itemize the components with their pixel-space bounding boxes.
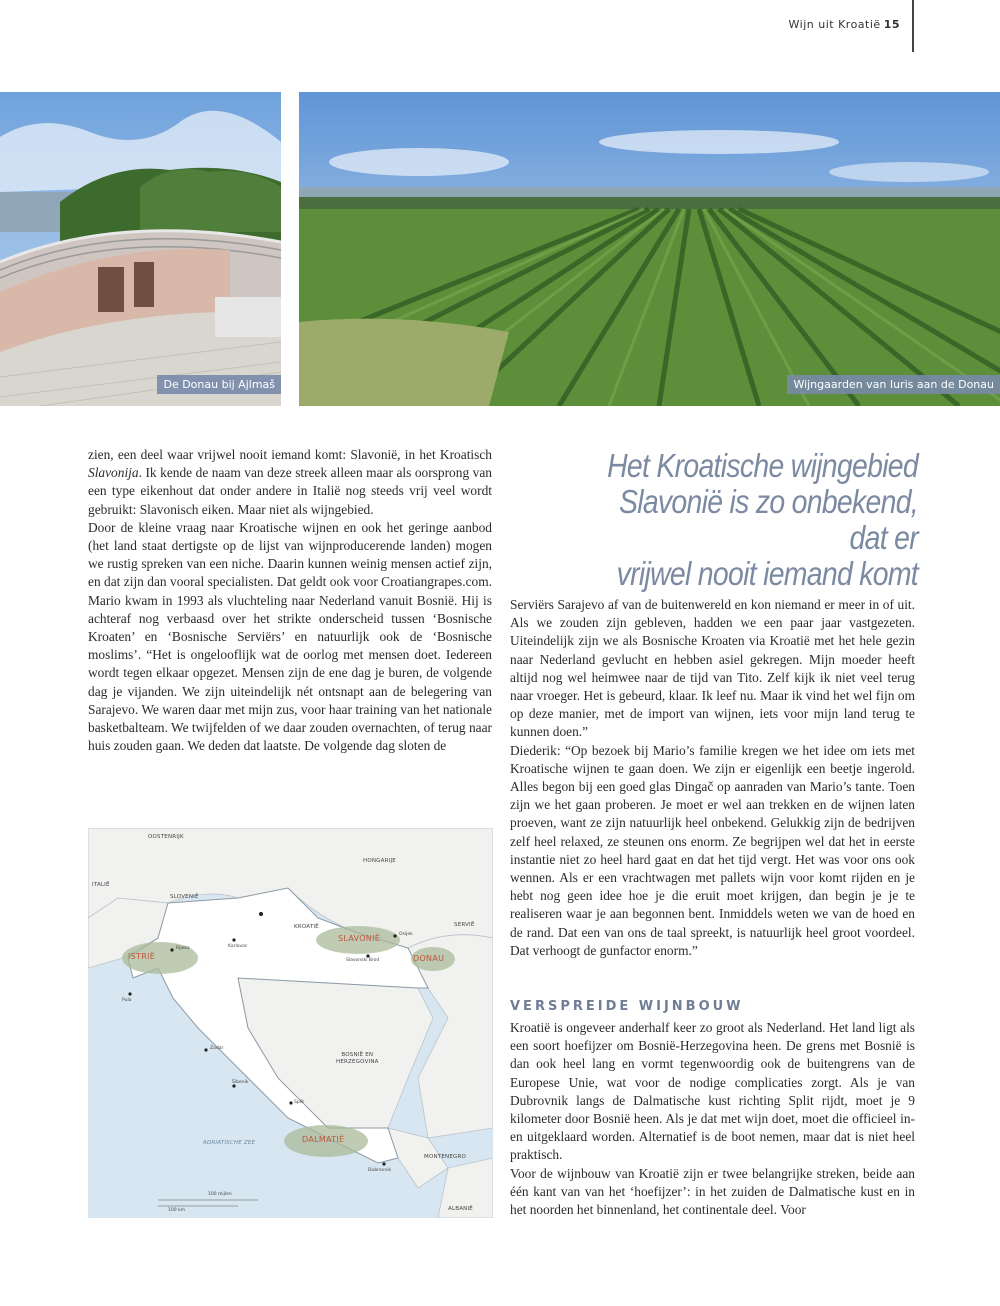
map-label-line: BOSNIË EN — [341, 1052, 374, 1058]
map-city-zadar: Zadar — [210, 1046, 224, 1051]
paragraph: Diederik: “Op bezoek bij Mario’s familie kregen we het idee om iets met Kroatische wijnen te gaan doen. We zijn er eigenlijk een beetje ingerold. Alles begon bij een goed glas Dingač op aanraden van Mario’s tante. Toen zijn we het gaan proberen. Je moet er wel aan trekken en de wijnen laten proeven, want ze zijn natuurlijk heel onbekend. Gelukkig zijn de bedrijven zelf heel relaxed, ze steunen ons enorm. Ze begrijpen wel dat het in eerste instantie niet zo heel hard gaat en dat het tijd vergt. Het was voor ons ook wennen. Als er een vrachtwagen met pallets wijn voor komt rijden en je hebt nog geen idee hoe je die eruit moet krijgen, dan begin je je te realiseren waar je aan begonnen bent. Inmiddels weten we van de hoed en de rand. Dat een van ons de taal spreekt, is natuurlijk heel groot voordeel. Dat verhoogt de gunfactor enorm.” — [510, 742, 915, 958]
map-label-montenegro: MONTENEGRO — [424, 1154, 467, 1160]
map-region-slavonie: SLAVONIË — [338, 934, 381, 943]
map-city-sibenik: Šibenik — [232, 1080, 249, 1085]
photo-vineyards — [299, 92, 1000, 406]
map-region-istrie: ISTRIË — [128, 952, 156, 961]
paragraph — [88, 446, 492, 519]
map-region-dalmatie: DALMATIË — [302, 1135, 345, 1144]
map-city-karlovac: Karlovac — [228, 944, 248, 949]
map-city-dubrovnik: Dubrovnik — [368, 1168, 392, 1173]
map-label-albanie: ALBANIË — [448, 1206, 473, 1212]
italic-term: Slavonija — [88, 465, 139, 481]
left-column — [88, 446, 492, 755]
map-label-slovenie: SLOVENIË — [170, 894, 199, 900]
map-city-rijeka: Rijeka — [176, 946, 190, 951]
section-title: Wijn uit Kroatië — [788, 18, 881, 31]
map-label-line: HERZEGOVINA — [336, 1059, 379, 1065]
page-number: 15 — [883, 18, 900, 31]
pull-quote — [520, 448, 918, 592]
header-divider — [912, 0, 914, 52]
map-label-kroatie: KROATIË — [294, 924, 319, 930]
photo-danube — [0, 92, 281, 406]
map-scale-miles: 100 mijlen — [208, 1192, 232, 1197]
map-label-bosnie — [336, 1052, 379, 1066]
map-city-osijek: Osijek — [399, 932, 413, 937]
running-header — [789, 18, 900, 40]
photo-caption-right: Wijngaarden van Iuris aan de Donau — [787, 375, 1000, 394]
text-run: zien, een deel waar vrijwel nooit iemand komt: Slavonië, in het Kroatisch — [88, 447, 492, 462]
map-label-italie: ITALIË — [92, 882, 110, 888]
right-column-top — [510, 596, 915, 960]
map-label-servie: SERVIË — [454, 922, 475, 928]
map-city-brod: Slavonski Brod — [346, 958, 380, 963]
subheading: VERSPREIDE WIJNBOUW — [510, 999, 744, 1014]
photo-caption-left: De Donau bij Ajlmaš — [157, 375, 281, 394]
pull-quote-line: Slavonië is zo onbekend, dat er — [618, 483, 918, 556]
pull-quote-line: vrijwel nooit iemand komt — [616, 555, 918, 592]
right-column-bottom — [510, 1019, 915, 1219]
map-scale-km: 100 km — [168, 1208, 186, 1213]
croatia-map — [88, 828, 493, 1218]
map-label-oostenrijk: OOSTENRIJK — [148, 834, 184, 840]
paragraph: Door de kleine vraag naar Kroatische wijnen en ook het geringe aanbod (het land staat dertigste op de lijst van wijnproducerende landen) mogen we rustig spreken van een niche. Daarin kunnen weinig mensen actief zijn, en dat zijn dan vooral specialisten. Dat geldt ook voor Croatiangrapes.com. Mario kwam in 1993 als vluchteling naar Nederland vanuit Bosnië. Hij is achteraf nog verbaasd over het strikte onderscheid tussen ‘Bosnische Kroaten’ en ‘Bosnische Serviërs’ en natuurlijk ook de ‘Bosnische moslims’. “Het is ongelooflijk wat de oorlog met mensen doet. Iedereen wordt tegen elkaar opgezet. Mensen zijn de ene dag je buren, de volgende dag je vijanden. We zijn uiteindelijk nét ontsnapt aan de belegering van Sarajevo. We waren daar met mijn zus, voor haar training van het nationale basketbalteam. We twijfelden of we daar zouden overnachten, of terug naar huis zouden gaan. We deden dat laatste. De volgende dag sloten de — [88, 519, 492, 754]
paragraph: Kroatië is ongeveer anderhalf keer zo groot als Nederland. Het land ligt als een soort hoefijzer om Bosnië-Herzegovina heen. De grens met Bosnië is dan ook heel lang en vormt tegenwoordig ook de buitengrens van de Europese Unie, wat voor de nodige complicaties zorgt. Als je van Dubrovnik langs de Dalmatische kust richting Split rijdt, moet je 9 kilometer door Bosnië heen. Als je dat met wijn doet, moet die officieel in- en uitgeklaard worden. Alternatief is de boot nemen, maar dat is niet heel praktisch. — [510, 1020, 915, 1163]
paragraph: Voor de wijnbouw van Kroatië zijn er twee belangrijke streken, beide aan één kant van van het ‘hoefijzer’: in het zuiden de Dalmatische kust en in het noorden het binnenland, het continentale deel. Voor — [510, 1165, 915, 1218]
map-region-donau: DONAU — [413, 954, 445, 963]
text-run: . Ik kende de naam van deze streek alleen maar als oorsprong van een type eikenhout dat onder andere in Italië nog steeds vrij veel wordt gebruikt: Slavonisch eiken. Maar niet als wijngebied. — [88, 465, 492, 517]
map-label-hongarije: HONGARIJE — [363, 858, 396, 864]
pull-quote-line: Het Kroatische wijngebied — [607, 447, 918, 484]
map-label-zee: ADRIATISCHE ZEE — [203, 1140, 256, 1146]
map-city-pula: Pula — [122, 998, 132, 1003]
paragraph: Serviërs Sarajevo af van de buitenwereld en kon niemand er meer in of uit. Als we zouden zijn gebleven, hadden we een paar jaar vastgezeten. Uiteindelijk zijn we als Bosnische Kroaten via Kroatië met het hele gezin naar Nederland gevlucht en hebben asiel gekregen. Mijn moeder heeft altijd nog wel heimwee naar de tijd van Tito. Zelf kijk ik niet veel terug naar vroeger. Het is gebeurd, klaar. Ik leef nu. Maar ik vind het wel fijn om op deze manier, met de import van wijnen, iets voor mijn land terug te kunnen doen.” — [510, 597, 915, 740]
map-city-split: Split — [294, 1100, 304, 1105]
